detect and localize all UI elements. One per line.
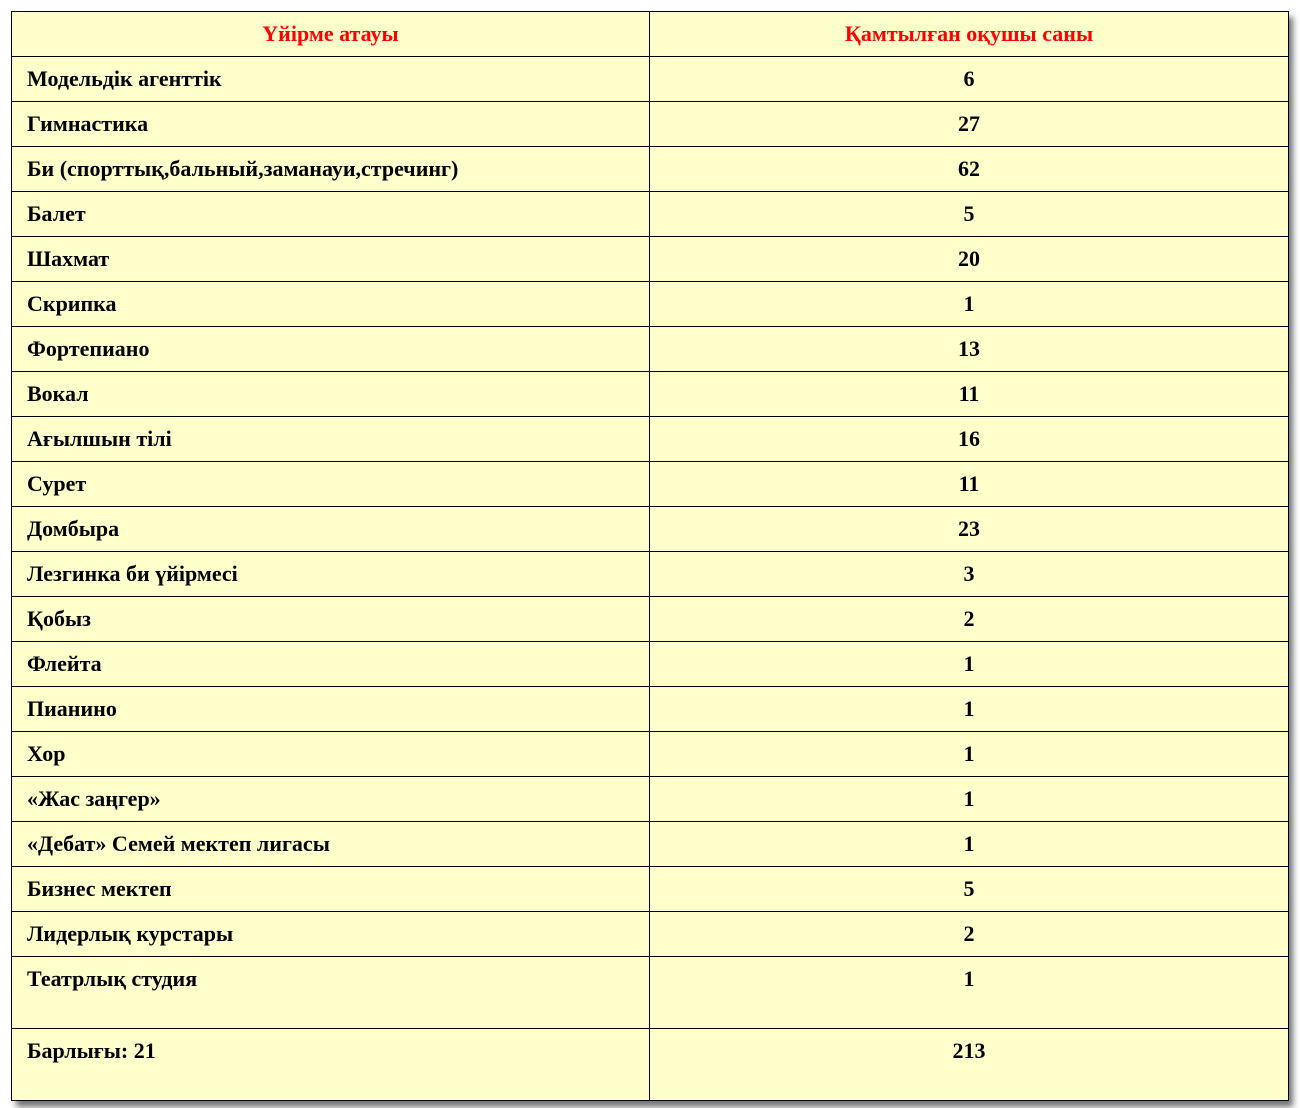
club-name-cell: Лезгинка би үйірмесі xyxy=(12,552,650,597)
club-name-cell: Пианино xyxy=(12,687,650,732)
table-row xyxy=(12,282,1289,327)
club-name-cell: Флейта xyxy=(12,642,650,687)
club-name-cell: Фортепиано xyxy=(12,327,650,372)
student-count-cell: 1 xyxy=(650,642,1289,687)
student-count-cell: 11 xyxy=(650,372,1289,417)
total-label-cell: Барлығы: 21 xyxy=(12,1029,650,1101)
table-row xyxy=(12,597,1289,642)
table-total-row xyxy=(12,1029,1289,1101)
table-row xyxy=(12,417,1289,462)
student-count-cell: 1 xyxy=(650,732,1289,777)
club-name-cell: Скрипка xyxy=(12,282,650,327)
student-count-cell: 5 xyxy=(650,192,1289,237)
student-count-cell: 11 xyxy=(650,462,1289,507)
table-row xyxy=(12,912,1289,957)
table-row xyxy=(12,777,1289,822)
student-count-cell: 3 xyxy=(650,552,1289,597)
student-count-cell: 1 xyxy=(650,957,1289,1029)
club-name-cell: Сурет xyxy=(12,462,650,507)
student-count-cell: 62 xyxy=(650,147,1289,192)
header-student-count: Қамтылған оқушы саны xyxy=(650,12,1289,57)
club-name-cell: Вокал xyxy=(12,372,650,417)
table-row xyxy=(12,327,1289,372)
student-count-cell: 23 xyxy=(650,507,1289,552)
club-name-cell: «Дебат» Семей мектеп лигасы xyxy=(12,822,650,867)
student-count-cell: 1 xyxy=(650,282,1289,327)
club-name-cell: Модельдік агенттік xyxy=(12,57,650,102)
student-count-cell: 27 xyxy=(650,102,1289,147)
clubs-table xyxy=(11,11,1289,1101)
table-row xyxy=(12,867,1289,912)
student-count-cell: 1 xyxy=(650,687,1289,732)
table-row xyxy=(12,507,1289,552)
club-name-cell: Би (спорттық,бальный,заманауи,стречинг) xyxy=(12,147,650,192)
table-row xyxy=(12,192,1289,237)
table-row xyxy=(12,462,1289,507)
student-count-cell: 20 xyxy=(650,237,1289,282)
table-row xyxy=(12,57,1289,102)
student-count-cell: 1 xyxy=(650,777,1289,822)
student-count-cell: 5 xyxy=(650,867,1289,912)
club-name-cell: Шахмат xyxy=(12,237,650,282)
table-row xyxy=(12,147,1289,192)
club-name-cell: Гимнастика xyxy=(12,102,650,147)
student-count-cell: 13 xyxy=(650,327,1289,372)
table-row xyxy=(12,687,1289,732)
club-name-cell: Балет xyxy=(12,192,650,237)
table-header-row xyxy=(12,12,1289,57)
table-row xyxy=(12,957,1289,1029)
club-name-cell: Лидерлық курстары xyxy=(12,912,650,957)
student-count-cell: 1 xyxy=(650,822,1289,867)
club-name-cell: Хор xyxy=(12,732,650,777)
club-name-cell: Домбыра xyxy=(12,507,650,552)
total-count-cell: 213 xyxy=(650,1029,1289,1101)
table-row xyxy=(12,642,1289,687)
header-club-name: Үйірме атауы xyxy=(12,12,650,57)
club-name-cell: Ағылшын тілі xyxy=(12,417,650,462)
table-row xyxy=(12,372,1289,417)
student-count-cell: 2 xyxy=(650,597,1289,642)
table-row xyxy=(12,237,1289,282)
club-name-cell: «Жас заңгер» xyxy=(12,777,650,822)
table-row xyxy=(12,732,1289,777)
student-count-cell: 16 xyxy=(650,417,1289,462)
student-count-cell: 6 xyxy=(650,57,1289,102)
clubs-table-container xyxy=(11,11,1288,1101)
club-name-cell: Бизнес мектеп xyxy=(12,867,650,912)
table-row xyxy=(12,552,1289,597)
club-name-cell: Театрлық студия xyxy=(12,957,650,1029)
table-row xyxy=(12,822,1289,867)
student-count-cell: 2 xyxy=(650,912,1289,957)
club-name-cell: Қобыз xyxy=(12,597,650,642)
table-row xyxy=(12,102,1289,147)
